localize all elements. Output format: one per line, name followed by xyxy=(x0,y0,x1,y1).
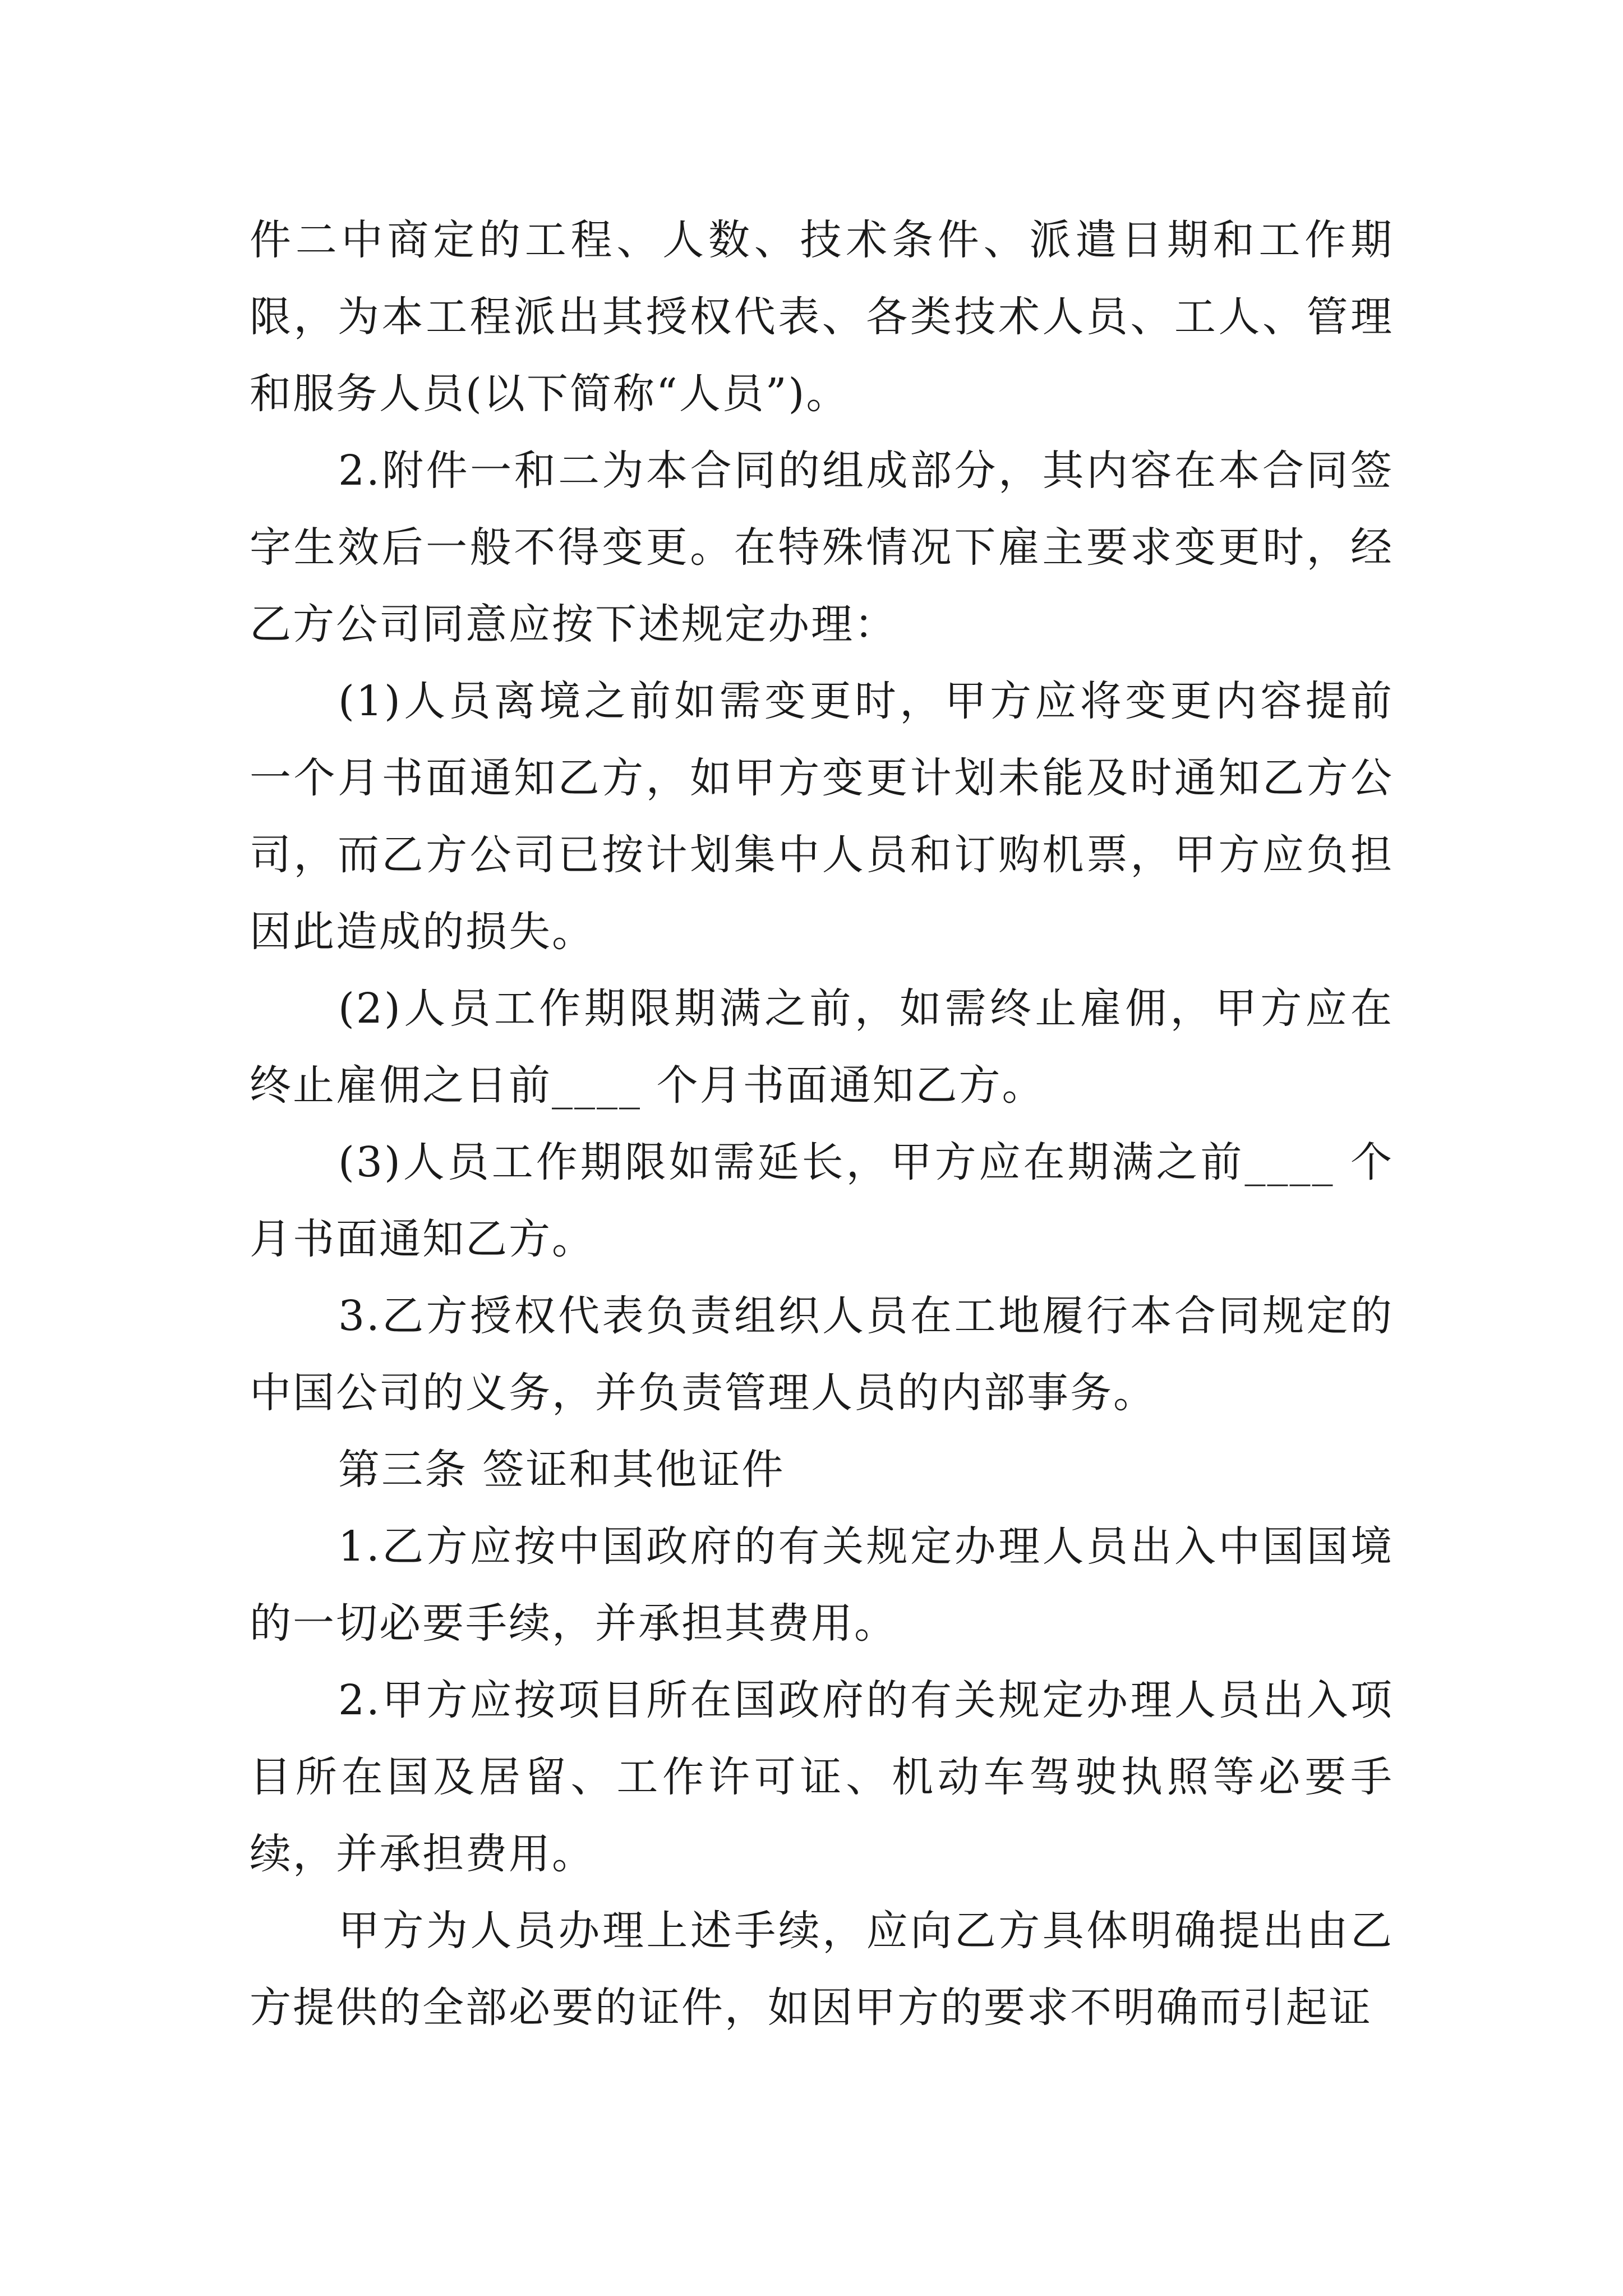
paragraph-5: (3)人员工作期限如需延长，甲方应在期满之前____ 个月书面通知乙方。 xyxy=(250,1138,1394,1263)
paragraph-8: 2.甲方应按项目所在国政府的有关规定办理人员出入项目所在国及居留、工作许可证、机动车驾驶执照等必要手续，并承担费用。 xyxy=(250,1676,1394,1878)
paragraph-6: 3.乙方授权代表负责组织人员在工地履行本合同规定的中国公司的义务，并负责管理人员的内部事务。 xyxy=(250,1292,1394,1417)
paragraph-9: 甲方为人员办理上述手续，应向乙方具体明确提出由乙方提供的全部必要的证件，如因甲方的要求不明确而引起证 xyxy=(250,1907,1394,2032)
section-heading: 第三条 签证和其他证件 xyxy=(338,1446,785,1494)
paragraph-7: 1.乙方应按中国政府的有关规定办理人员出入中国国境的一切必要手续，并承担其费用。 xyxy=(250,1522,1394,1648)
paragraph-4: (2)人员工作期限期满之前，如需终止雇佣，甲方应在终止雇佣之日前____ 个月书面通知乙方。 xyxy=(250,984,1394,1110)
paragraph-1: 件二中商定的工程、人数、技术条件、派遣日期和工作期限，为本工程派出其授权代表、各类技术人员、工人、管理和服务人员(以下简称“人员”)。 xyxy=(250,216,1394,418)
document-body xyxy=(250,202,1394,2046)
paragraph-2: 2.附件一和二为本合同的组成部分，其内容在本合同签字生效后一般不得变更。在特殊情况下雇主要求变更时，经乙方公司同意应按下述规定办理： xyxy=(250,447,1394,648)
paragraph-3: (1)人员离境之前如需变更时，甲方应将变更内容提前一个月书面通知乙方，如甲方变更计划未能及时通知乙方公司，而乙方公司已按计划集中人员和订购机票，甲方应负担因此造成的损失。 xyxy=(250,677,1394,956)
